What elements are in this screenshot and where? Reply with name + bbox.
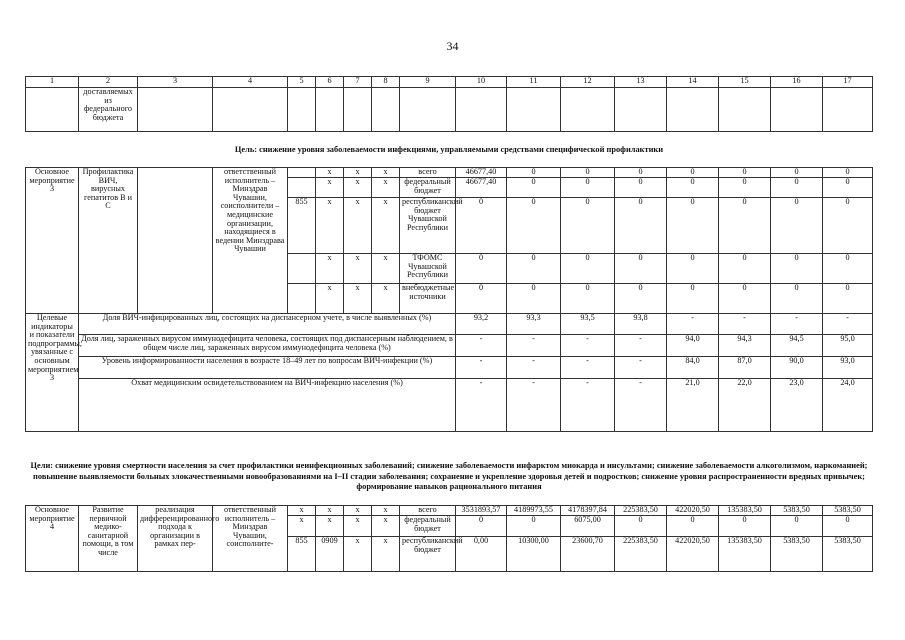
table-cell: 0	[667, 198, 719, 254]
table-cell: 0	[456, 198, 507, 254]
table-cell: 0	[719, 516, 771, 537]
table-cell: -	[507, 357, 561, 379]
table-cell: x	[344, 284, 372, 314]
table-cell: 0	[561, 254, 615, 284]
table-cell: 0	[667, 178, 719, 198]
table-cell: 855	[288, 537, 316, 572]
header-cell: 15	[719, 77, 771, 88]
table-cell: x	[288, 516, 316, 537]
table-cell: 0	[667, 516, 719, 537]
table-cell: 0	[719, 254, 771, 284]
table-cell: 3531893,57	[456, 506, 507, 516]
header-row	[26, 77, 873, 88]
funding-source: республиканский бюджет	[400, 537, 456, 572]
table-cell: x	[372, 537, 400, 572]
table-cell: 84,0	[667, 357, 719, 379]
indicator-row	[26, 379, 873, 432]
table-cell: 0	[719, 168, 771, 178]
header-cell: 8	[372, 77, 400, 88]
table-cell: x	[316, 516, 344, 537]
table-cell: 87,0	[719, 357, 771, 379]
event4-approach: реализация дифференцированного подхода к организации в рамках пер-	[138, 506, 213, 572]
table-cell: 0	[823, 198, 873, 254]
table-cell: 0	[719, 178, 771, 198]
indicator-label: Доля лиц, зараженных вирусом иммунодефицита человека, состоящих под диспансерным наблюдением, в общем числе лиц, зараженных вирусом иммунодефицита человека (%)	[79, 335, 456, 357]
table-cell: 0	[823, 168, 873, 178]
table-cell: 4189973,55	[507, 506, 561, 516]
table-cell: x	[344, 516, 372, 537]
header-cell: 3	[138, 77, 213, 88]
header-cell: 12	[561, 77, 615, 88]
table-cell: x	[372, 178, 400, 198]
table-cell: 0	[507, 284, 561, 314]
table-cell: 95,0	[823, 335, 873, 357]
table-cell: 0	[456, 516, 507, 537]
header-cell: 14	[667, 77, 719, 88]
table-cell: 855	[288, 198, 316, 254]
table-cell: 5383,50	[823, 537, 873, 572]
table-cell: 22,0	[719, 379, 771, 432]
funding-source: федеральный бюджет	[400, 516, 456, 537]
header-cell: 1	[26, 77, 79, 88]
header-cell: 17	[823, 77, 873, 88]
table-cell: -	[561, 335, 615, 357]
table-cell: 135383,50	[719, 506, 771, 516]
table-cell: x	[372, 254, 400, 284]
table-cell: -	[561, 379, 615, 432]
table-cell: 422020,50	[667, 506, 719, 516]
table-cell: 0	[507, 168, 561, 178]
table-cell: -	[456, 357, 507, 379]
table-cell: 0	[823, 254, 873, 284]
table-cell: x	[344, 254, 372, 284]
header-cell: 5	[288, 77, 316, 88]
table-section-3	[25, 505, 873, 572]
table-cell: x	[344, 506, 372, 516]
table-cell: 0	[615, 178, 667, 198]
table-cell: 93,3	[507, 314, 561, 335]
table-cell: -	[771, 314, 823, 335]
table-cell: 0	[456, 254, 507, 284]
funding-source: республиканский бюджет Чувашской Республики	[400, 198, 456, 254]
table-cell: x	[344, 168, 372, 178]
table-cell: x	[316, 178, 344, 198]
goal-heading-2: Цели: снижение уровня смертности населения за счет профилактики неинфекционных заболеваний; снижение заболеваемости инфарктом миокарда и инсультами; снижение заболеваемости алкоголизмом, наркоманией; повышение выявляемости больных злокачественными новообразованиями на I–II стадии заболевания; сохранение и укрепление здоровья детей и подростков; снижение уровня распространенности вредных привычек; формирование навыков рационального питания	[30, 461, 868, 491]
funding-source: федеральный бюджет	[400, 178, 456, 198]
table-cell: x	[372, 284, 400, 314]
table-cell: 0,00	[456, 537, 507, 572]
table-cell: -	[823, 314, 873, 335]
table-cell: 0	[456, 284, 507, 314]
table-cell: x	[316, 506, 344, 516]
table-cell: 225383,50	[615, 537, 667, 572]
indicator-row	[26, 335, 873, 357]
table-cell: 422020,50	[667, 537, 719, 572]
table-cell: 0	[667, 254, 719, 284]
table-cell: -	[561, 357, 615, 379]
funding-source: всего	[400, 506, 456, 516]
table-cell: 0	[615, 198, 667, 254]
table-cell: 93,2	[456, 314, 507, 335]
table-cell: x	[316, 168, 344, 178]
header-cell: 2	[79, 77, 138, 88]
table-cell: -	[615, 379, 667, 432]
table-cell: x	[288, 506, 316, 516]
event3-label: Основное мероприятие 3	[26, 168, 79, 314]
table-cell: x	[344, 198, 372, 254]
event3-name: Профилактика ВИЧ, вирусных гепатитов В и С	[79, 168, 138, 314]
table-cell: x	[372, 506, 400, 516]
funding-source: всего	[400, 168, 456, 178]
table-cell: 0	[719, 198, 771, 254]
table-row	[26, 506, 873, 516]
event4-name: Развитие первичной медико-санитарной помощи, в том числе	[79, 506, 138, 572]
event3-executor: ответственный исполнитель – Минздрав Чувашии, соисполнители – медицинские организации, находящиеся в ведении Минздрава Чувашии	[213, 168, 288, 314]
table-cell: 21,0	[667, 379, 719, 432]
table-cell: 135383,50	[719, 537, 771, 572]
table-cell	[288, 284, 316, 314]
table-cell: 0	[507, 178, 561, 198]
table-cell: 0	[507, 254, 561, 284]
table-cell: 0	[561, 168, 615, 178]
table-cell: 93,0	[823, 357, 873, 379]
table-cell: 23,0	[771, 379, 823, 432]
continuation-text: доставляемых из федерального бюджета	[79, 88, 138, 132]
table-cell: 10300,00	[507, 537, 561, 572]
continuation-row	[26, 88, 873, 132]
table-cell: 0	[719, 284, 771, 314]
table-cell: -	[456, 335, 507, 357]
table-cell: x	[316, 198, 344, 254]
table-cell: 5383,50	[771, 537, 823, 572]
table-cell: 5383,50	[771, 506, 823, 516]
table-cell: 0	[771, 254, 823, 284]
table-cell: 46677,40	[456, 168, 507, 178]
table-cell: 0	[561, 284, 615, 314]
header-cell: 11	[507, 77, 561, 88]
table-cell: 4178397,84	[561, 506, 615, 516]
indicator-label: Охват медицинским освидетельствованием на ВИЧ-инфекцию населения (%)	[79, 379, 456, 432]
goal-heading-1: Цель: снижение уровня заболеваемости инфекциями, управляемыми средствами специфической профилактики	[234, 145, 664, 154]
table-cell: x	[316, 284, 344, 314]
table-cell: 0	[771, 516, 823, 537]
indicator-label: Доля ВИЧ-инфицированных лиц, состоящих на диспансерном учете, в числе выявленных (%)	[79, 314, 456, 335]
table-cell: 94,5	[771, 335, 823, 357]
table-cell: -	[615, 357, 667, 379]
table-cell: x	[316, 254, 344, 284]
table-cell: 0	[771, 178, 823, 198]
table-cell: x	[372, 516, 400, 537]
table-cell: 94,3	[719, 335, 771, 357]
table-cell: 0	[771, 198, 823, 254]
table-cell: 0	[615, 516, 667, 537]
table-section-2	[25, 167, 873, 432]
header-cell: 16	[771, 77, 823, 88]
table-cell	[288, 168, 316, 178]
table-cell: 0	[615, 254, 667, 284]
page-number: 34	[446, 39, 459, 53]
table-cell: 0	[823, 284, 873, 314]
table-cell: 0	[561, 198, 615, 254]
table-section-1	[25, 76, 873, 132]
table-cell: x	[372, 198, 400, 254]
table-cell: 0	[823, 516, 873, 537]
table-cell: x	[344, 537, 372, 572]
table-cell: 93,5	[561, 314, 615, 335]
header-cell: 4	[213, 77, 288, 88]
header-cell: 13	[615, 77, 667, 88]
table-row	[26, 168, 873, 178]
table-cell: 6075,00	[561, 516, 615, 537]
table-cell: -	[456, 379, 507, 432]
table-cell: 0	[507, 198, 561, 254]
table-cell: 0	[771, 168, 823, 178]
indicators-label: Целевые индикаторы и показатели подпрограммы, увязанные с основным мероприятием 3	[26, 314, 79, 432]
table-cell: -	[719, 314, 771, 335]
table-cell	[288, 254, 316, 284]
table-cell: 0	[823, 178, 873, 198]
table-cell: x	[344, 178, 372, 198]
table-cell: 46677,40	[456, 178, 507, 198]
indicator-row	[26, 314, 873, 335]
indicator-row	[26, 357, 873, 379]
table-cell: 0909	[316, 537, 344, 572]
table-cell	[288, 178, 316, 198]
table-cell: -	[507, 379, 561, 432]
table-cell: 0	[615, 284, 667, 314]
table-cell: -	[615, 335, 667, 357]
header-cell: 10	[456, 77, 507, 88]
table-cell: 0	[667, 284, 719, 314]
header-cell: 7	[344, 77, 372, 88]
event4-label: Основное мероприятие 4	[26, 506, 79, 572]
table-cell: 24,0	[823, 379, 873, 432]
table-cell: 0	[615, 168, 667, 178]
table-cell: 5383,50	[823, 506, 873, 516]
event4-executor: ответственный исполнитель – Минздрав Чувашии, соисполните-	[213, 506, 288, 572]
table-cell: -	[667, 314, 719, 335]
indicator-label: Уровень информированности населения в возрасте 18–49 лет по вопросам ВИЧ-инфекции (%)	[79, 357, 456, 379]
table-cell: 23600,70	[561, 537, 615, 572]
table-cell: 0	[771, 284, 823, 314]
table-cell: x	[372, 168, 400, 178]
table-cell: 90,0	[771, 357, 823, 379]
table-cell: 0	[507, 516, 561, 537]
table-cell: 94,0	[667, 335, 719, 357]
table-cell: 0	[561, 178, 615, 198]
table-cell: 225383,50	[615, 506, 667, 516]
funding-source: ТФОМС Чувашской Республики	[400, 254, 456, 284]
header-cell: 9	[400, 77, 456, 88]
table-cell: -	[507, 335, 561, 357]
funding-source: внебюджетные источники	[400, 284, 456, 314]
table-cell: 0	[667, 168, 719, 178]
header-cell: 6	[316, 77, 344, 88]
table-cell: 93,8	[615, 314, 667, 335]
